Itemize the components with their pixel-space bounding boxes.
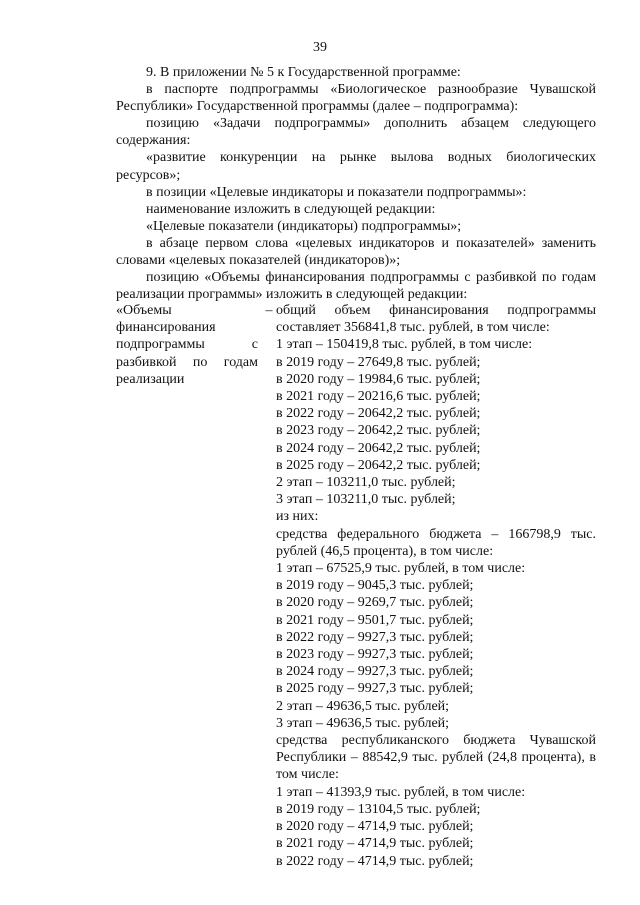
paragraph: «Целевые показатели (индикаторы) подпрограммы»; <box>146 218 462 234</box>
financing-line: средства республиканского бюджета Чувашской Республики – 88542,9 тыс. рублей (24,8 процента), в том числе: <box>276 733 596 783</box>
financing-line: в 2019 году – 9045,3 тыс. рублей; <box>276 578 474 594</box>
financing-line: 2 этап – 49636,5 тыс. рублей; <box>276 698 450 714</box>
financing-line: в 2024 году – 20642,2 тыс. рублей; <box>276 440 481 456</box>
separator-dash: – <box>265 303 273 318</box>
financing-line: в 2021 году – 9501,7 тыс. рублей; <box>276 612 474 628</box>
financing-line: в 2020 году – 19984,6 тыс. рублей; <box>276 371 481 387</box>
paragraph: позицию «Задачи подпрограммы» дополнить абзацем следующего содержания: <box>116 116 596 149</box>
financing-line: в 2020 году – 4714,9 тыс. рублей; <box>276 819 474 835</box>
financing-line: в 2022 году – 4714,9 тыс. рублей; <box>276 853 474 869</box>
financing-line: из них: <box>276 509 319 525</box>
page-number: 39 <box>313 40 327 55</box>
paragraph: позицию «Объемы финансирования подпрограммы с разбивкой по годам реализации программы» изложить в следующей редакции: <box>116 270 596 303</box>
financing-line: в 2021 году – 20216,6 тыс. рублей; <box>276 389 481 405</box>
financing-line: в 2022 году – 9927,3 тыс. рублей; <box>276 629 474 645</box>
paragraph: в паспорте подпрограммы «Биологическое разнообразие Чувашской Республики» Государственной программы (далее – подпрограмма): <box>116 82 596 115</box>
financing-line: в 2023 году – 9927,3 тыс. рублей; <box>276 647 474 663</box>
body-text <box>116 64 596 303</box>
financing-line: средства федерального бюджета – 166798,9 тыс. рублей (46,5 процента), в том числе: <box>276 526 596 559</box>
financing-line: 3 этап – 103211,0 тыс. рублей; <box>276 492 456 508</box>
financing-line: в 2025 году – 20642,2 тыс. рублей; <box>276 457 481 473</box>
financing-line: в 2019 году – 27649,8 тыс. рублей; <box>276 354 481 370</box>
financing-line: 1 этап – 41393,9 тыс. рублей, в том числе: <box>276 784 526 800</box>
paragraph: в позиции «Целевые индикаторы и показатели подпрограммы»: <box>146 184 527 200</box>
financing-line: в 2023 году – 20642,2 тыс. рублей; <box>276 423 481 439</box>
financing-line: 2 этап – 103211,0 тыс. рублей; <box>276 475 456 491</box>
financing-line: в 2024 году – 9927,3 тыс. рублей; <box>276 664 474 680</box>
paragraph: 9. В приложении № 5 к Государственной программе: <box>146 65 461 80</box>
financing-details <box>276 302 596 870</box>
financing-line: в 2025 году – 9927,3 тыс. рублей; <box>276 681 474 697</box>
paragraph: в абзаце первом слова «целевых индикаторов и показателей» заменить словами «целевых показателей (индикаторов)»; <box>116 235 596 269</box>
paragraph: «развитие конкуренции на рынке вылова водных биологических ресурсов»; <box>116 150 596 183</box>
financing-line: 1 этап – 150419,8 тыс. рублей, в том числе: <box>276 337 533 353</box>
financing-line: общий объем финансирования подпрограммы составляет 356841,8 тыс. рублей, в том числе: <box>276 303 596 336</box>
financing-line: в 2020 году – 9269,7 тыс. рублей; <box>276 595 474 611</box>
financing-line: 3 этап – 49636,5 тыс. рублей; <box>276 715 450 731</box>
financing-line: 1 этап – 67525,9 тыс. рублей, в том числе: <box>276 561 526 577</box>
financing-line: в 2022 году – 20642,2 тыс. рублей; <box>276 406 481 422</box>
paragraph: наименование изложить в следующей редакции: <box>146 201 436 217</box>
financing-label: «Объемы финансирования подпрограммы с разбивкой по годам реализации <box>116 303 258 387</box>
financing-line: в 2019 году – 13104,5 тыс. рублей; <box>276 801 481 817</box>
financing-line: в 2021 году – 4714,9 тыс. рублей; <box>276 836 474 852</box>
